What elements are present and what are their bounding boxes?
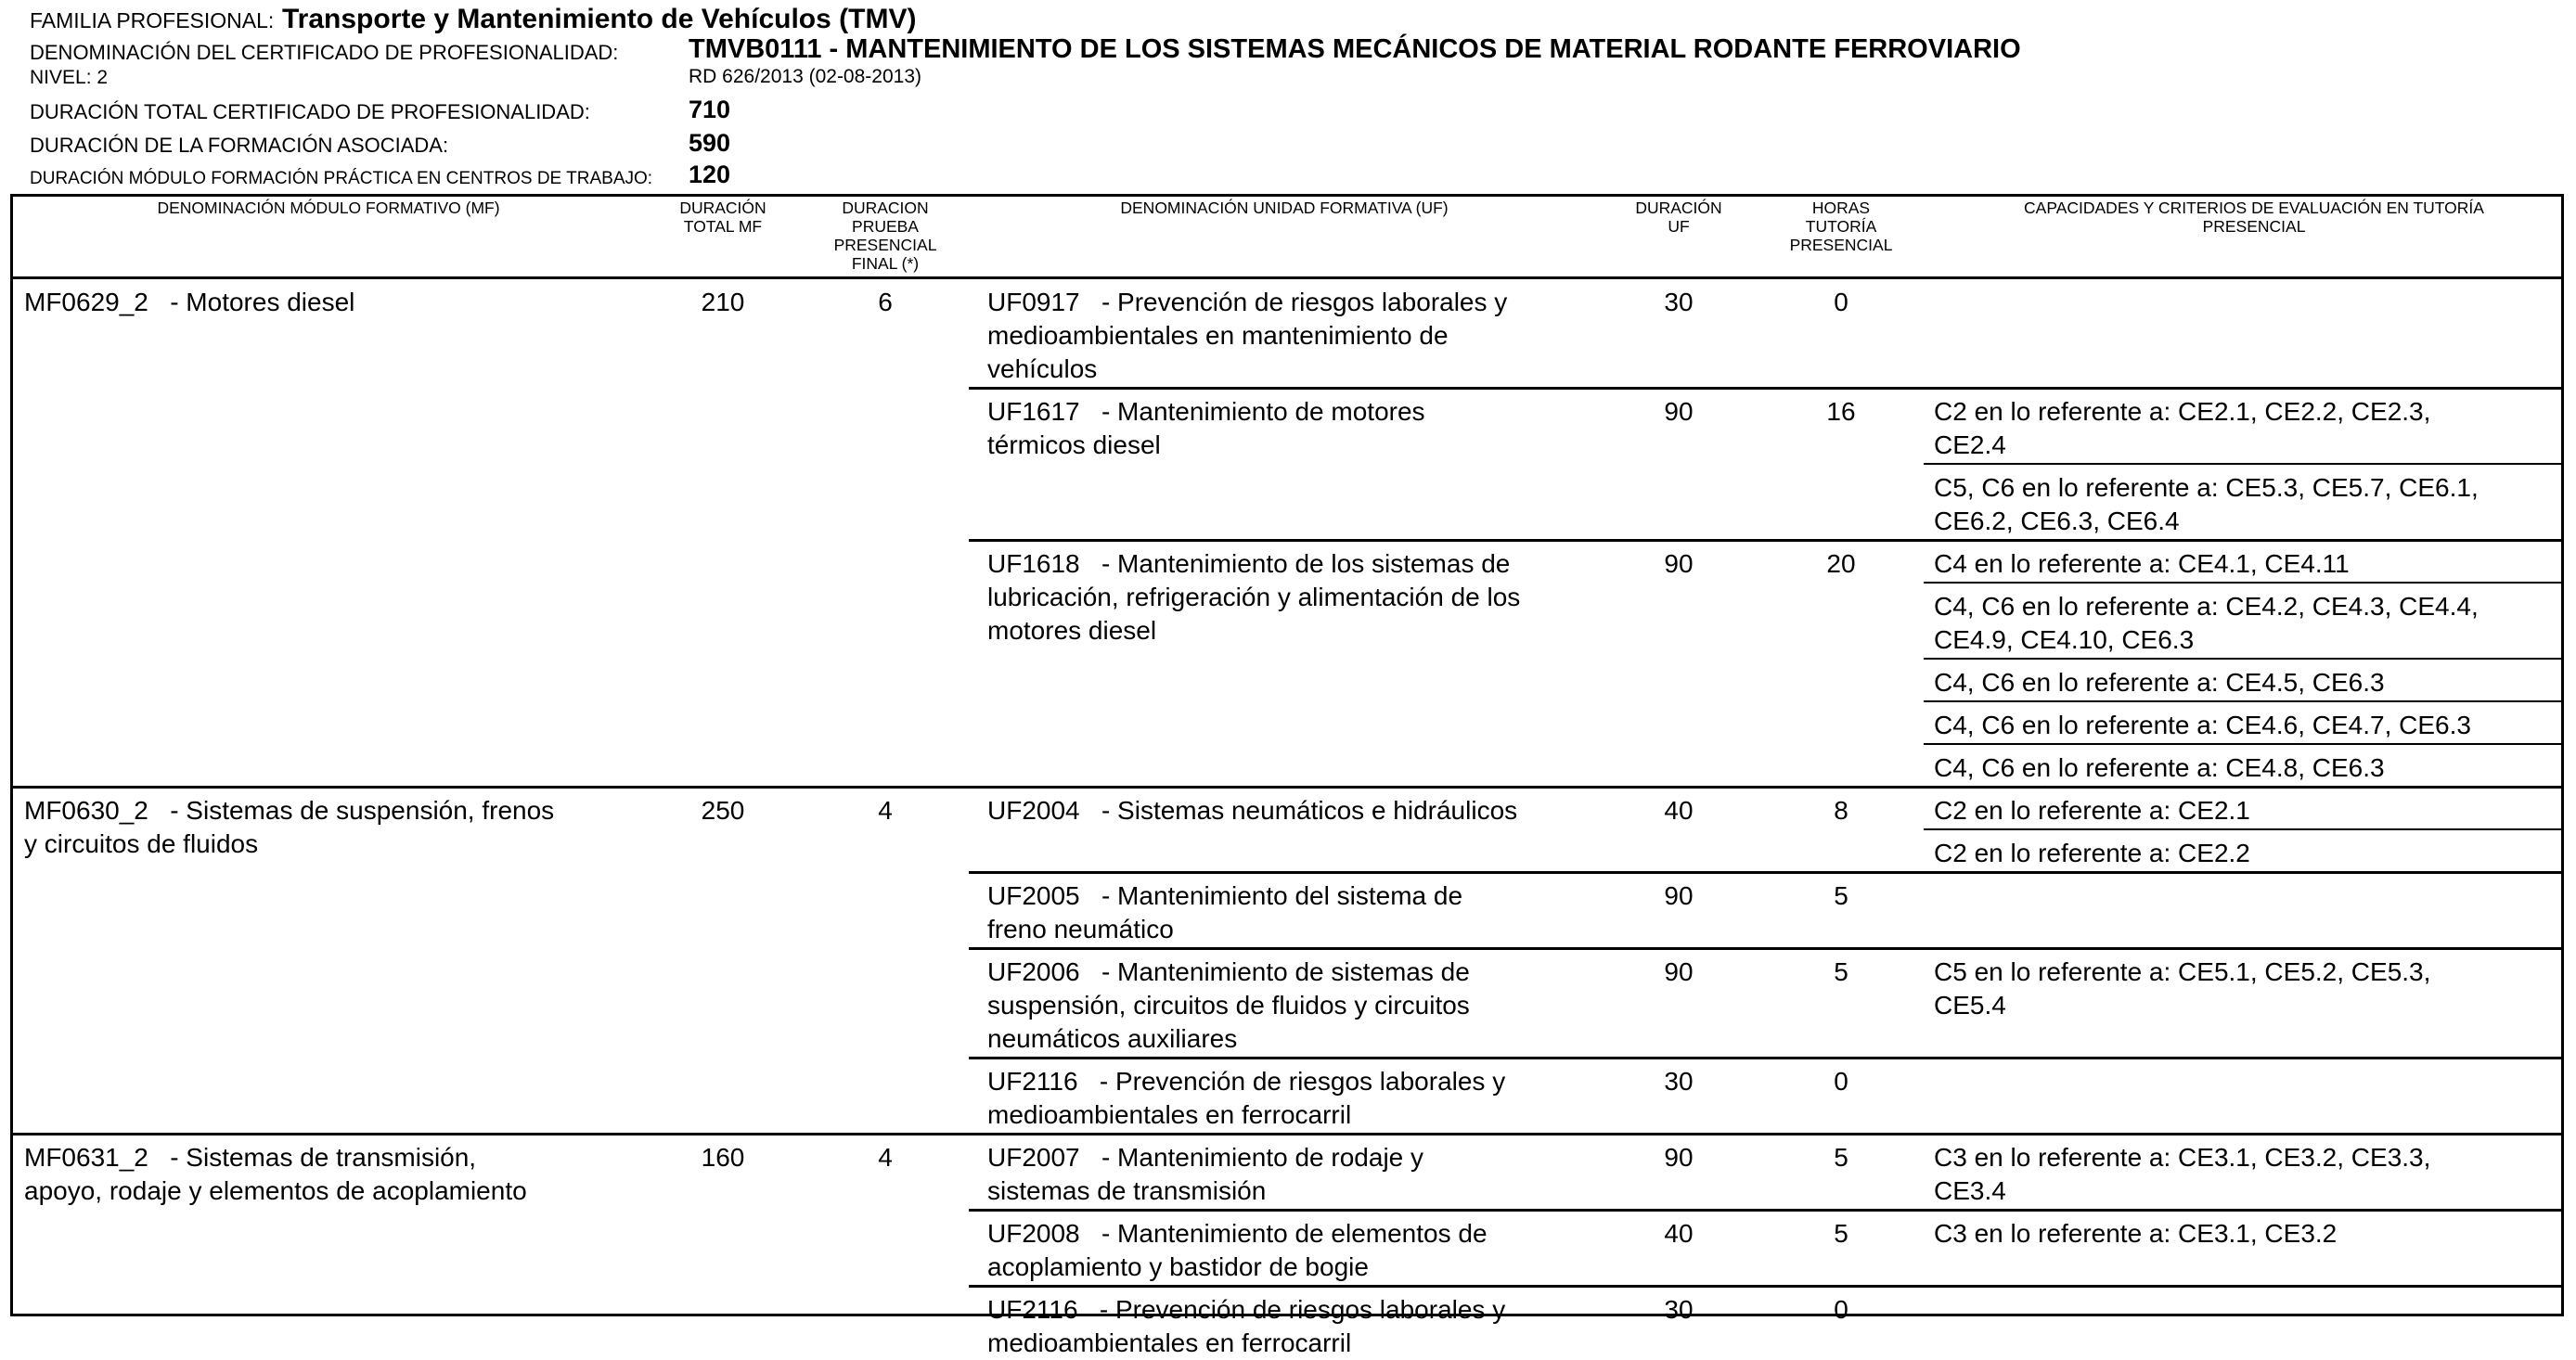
uf-tutoring-hours: 5 <box>1834 957 1848 986</box>
capacity-separator <box>1924 582 2561 584</box>
col-header-duracion-uf: DURACIÓN UF <box>1635 199 1722 236</box>
modules-table <box>10 194 2564 1357</box>
uf-duration: 90 <box>1664 1143 1694 1172</box>
capacity-separator <box>1924 700 2561 702</box>
uf-duration: 30 <box>1664 1067 1694 1096</box>
module-final-test-hours: 4 <box>878 796 893 825</box>
capacity-criteria: C2 en lo referente a: CE2.1 <box>1934 796 2250 825</box>
uf-name: UF1617 - Mantenimiento de motores térmicos diesel <box>987 397 1425 459</box>
uf-name: UF2116 - Prevención de riesgos laborales y medioambientales en ferrocarril <box>987 1295 1506 1357</box>
header-separator <box>13 276 2561 279</box>
capacity-criteria: C4, C6 en lo referente a: CE4.5, CE6.3 <box>1934 668 2385 697</box>
nivel-label: NIVEL: 2 <box>30 67 109 88</box>
uf-duration: 40 <box>1664 1219 1694 1248</box>
capacity-criteria: C4, C6 en lo referente a: CE4.2, CE4.3, CE4.4, CE4.9, CE4.10, CE6.3 <box>1934 592 2479 654</box>
module-name: MF0631_2 - Sistemas de transmisión, apoyo, rodaje y elementos de acoplamiento <box>24 1143 527 1205</box>
module-separator <box>13 786 2561 789</box>
uf-tutoring-hours: 8 <box>1834 796 1848 825</box>
uf-name: UF0917 - Prevención de riesgos laborales y medioambientales en mantenimiento de vehículos <box>987 288 1508 383</box>
module-name: MF0630_2 - Sistemas de suspensión, frenos y circuitos de fluidos <box>24 796 555 858</box>
familia-label: FAMILIA PROFESIONAL: <box>30 8 275 32</box>
uf-tutoring-hours: 20 <box>1826 549 1856 578</box>
capacity-criteria: C4 en lo referente a: CE4.1, CE4.11 <box>1934 549 2350 578</box>
capacity-separator <box>1924 658 2561 660</box>
duracion-total-value: 710 <box>689 96 731 123</box>
uf-name: UF2116 - Prevención de riesgos laborales y medioambientales en ferrocarril <box>987 1067 1506 1129</box>
uf-tutoring-hours: 5 <box>1834 881 1848 910</box>
uf-tutoring-hours: 0 <box>1834 288 1848 316</box>
duracion-practica-value: 120 <box>689 160 731 188</box>
uf-name: UF2006 - Mantenimiento de sistemas de suspensión, circuitos de fluidos y circuitos neumáticos auxiliares <box>987 957 1470 1053</box>
uf-name: UF2007 - Mantenimiento de rodaje y sistemas de transmisión <box>987 1143 1424 1205</box>
uf-tutoring-hours: 5 <box>1834 1143 1848 1172</box>
capacity-separator <box>1924 828 2561 830</box>
uf-name: UF1618 - Mantenimiento de los sistemas de lubricación, refrigeración y alimentación de los motores diesel <box>987 549 1521 645</box>
col-header-mf: DENOMINACIÓN MÓDULO FORMATIVO (MF) <box>157 199 500 217</box>
uf-separator <box>969 1209 2561 1212</box>
uf-duration: 30 <box>1664 288 1694 316</box>
capacity-criteria: C2 en lo referente a: CE2.2 <box>1934 839 2250 867</box>
uf-duration: 90 <box>1664 957 1694 986</box>
module-separator <box>13 1133 2561 1135</box>
familia-value: Transporte y Mantenimiento de Vehículos (TMV) <box>282 4 917 34</box>
uf-tutoring-hours: 16 <box>1826 397 1856 426</box>
col-header-horas-tutoria: HORAS TUTORÍA PRESENCIAL <box>1789 199 1893 254</box>
module-total-hours: 250 <box>701 796 745 825</box>
capacity-separator <box>1924 743 2561 745</box>
duracion-formacion-label: DURACIÓN DE LA FORMACIÓN ASOCIADA: <box>30 134 449 157</box>
module-total-hours: 210 <box>701 288 745 316</box>
duracion-formacion-value: 590 <box>689 129 731 157</box>
module-total-hours: 160 <box>701 1143 745 1172</box>
module-name: MF0629_2 - Motores diesel <box>24 288 355 316</box>
uf-duration: 30 <box>1664 1295 1694 1324</box>
uf-name: UF2005 - Mantenimiento del sistema de freno neumático <box>987 881 1463 943</box>
uf-tutoring-hours: 0 <box>1834 1067 1848 1096</box>
col-header-duracion-total-mf: DURACIÓN TOTAL MF <box>679 199 766 236</box>
capacity-criteria: C4, C6 en lo referente a: CE4.8, CE6.3 <box>1934 753 2385 782</box>
col-header-uf: DENOMINACIÓN UNIDAD FORMATIVA (UF) <box>1120 199 1449 217</box>
uf-separator <box>969 387 2561 390</box>
col-header-duracion-prueba: DURACION PRUEBA PRESENCIAL FINAL (*) <box>833 199 937 273</box>
capacity-criteria: C3 en lo referente a: CE3.1, CE3.2, CE3.3, CE3.4 <box>1934 1143 2431 1205</box>
uf-separator <box>969 1285 2561 1288</box>
uf-name: UF2008 - Mantenimiento de elementos de acoplamiento y bastidor de bogie <box>987 1219 1488 1281</box>
capacity-criteria: C3 en lo referente a: CE3.1, CE3.2 <box>1934 1219 2338 1248</box>
col-header-capacidades: CAPACIDADES Y CRITERIOS DE EVALUACIÓN EN TUTORÍA PRESENCIAL <box>2024 199 2484 236</box>
uf-separator <box>969 539 2561 542</box>
uf-separator <box>969 1057 2561 1059</box>
module-final-test-hours: 4 <box>878 1143 893 1172</box>
capacity-criteria: C4, C6 en lo referente a: CE4.6, CE4.7, CE6.3 <box>1934 711 2471 739</box>
uf-duration: 90 <box>1664 549 1694 578</box>
denominacion-label: DENOMINACIÓN DEL CERTIFICADO DE PROFESIONALIDAD: <box>30 41 619 64</box>
uf-duration: 90 <box>1664 881 1694 910</box>
module-final-test-hours: 6 <box>878 288 893 316</box>
capacity-criteria: C2 en lo referente a: CE2.1, CE2.2, CE2.3, CE2.4 <box>1934 397 2431 459</box>
uf-separator <box>969 871 2561 874</box>
rd-value: RD 626/2013 (02-08-2013) <box>689 66 921 87</box>
uf-separator <box>969 947 2561 950</box>
denominacion-value: TMVB0111 - MANTENIMIENTO DE LOS SISTEMAS MECÁNICOS DE MATERIAL RODANTE FERROVIARIO <box>689 34 2021 64</box>
uf-duration: 40 <box>1664 796 1694 825</box>
uf-duration: 90 <box>1664 397 1694 426</box>
capacity-criteria: C5 en lo referente a: CE5.1, CE5.2, CE5.3, CE5.4 <box>1934 957 2431 1020</box>
duracion-total-label: DURACIÓN TOTAL CERTIFICADO DE PROFESIONALIDAD: <box>30 100 590 123</box>
uf-tutoring-hours: 0 <box>1834 1295 1848 1324</box>
uf-tutoring-hours: 5 <box>1834 1219 1848 1248</box>
capacity-separator <box>1924 463 2561 465</box>
uf-name: UF2004 - Sistemas neumáticos e hidráulicos <box>987 796 1518 825</box>
capacity-criteria: C5, C6 en lo referente a: CE5.3, CE5.7, CE6.1, CE6.2, CE6.3, CE6.4 <box>1934 473 2479 535</box>
duracion-practica-label: DURACIÓN MÓDULO FORMACIÓN PRÁCTICA EN CENTROS DE TRABAJO: <box>30 169 653 188</box>
